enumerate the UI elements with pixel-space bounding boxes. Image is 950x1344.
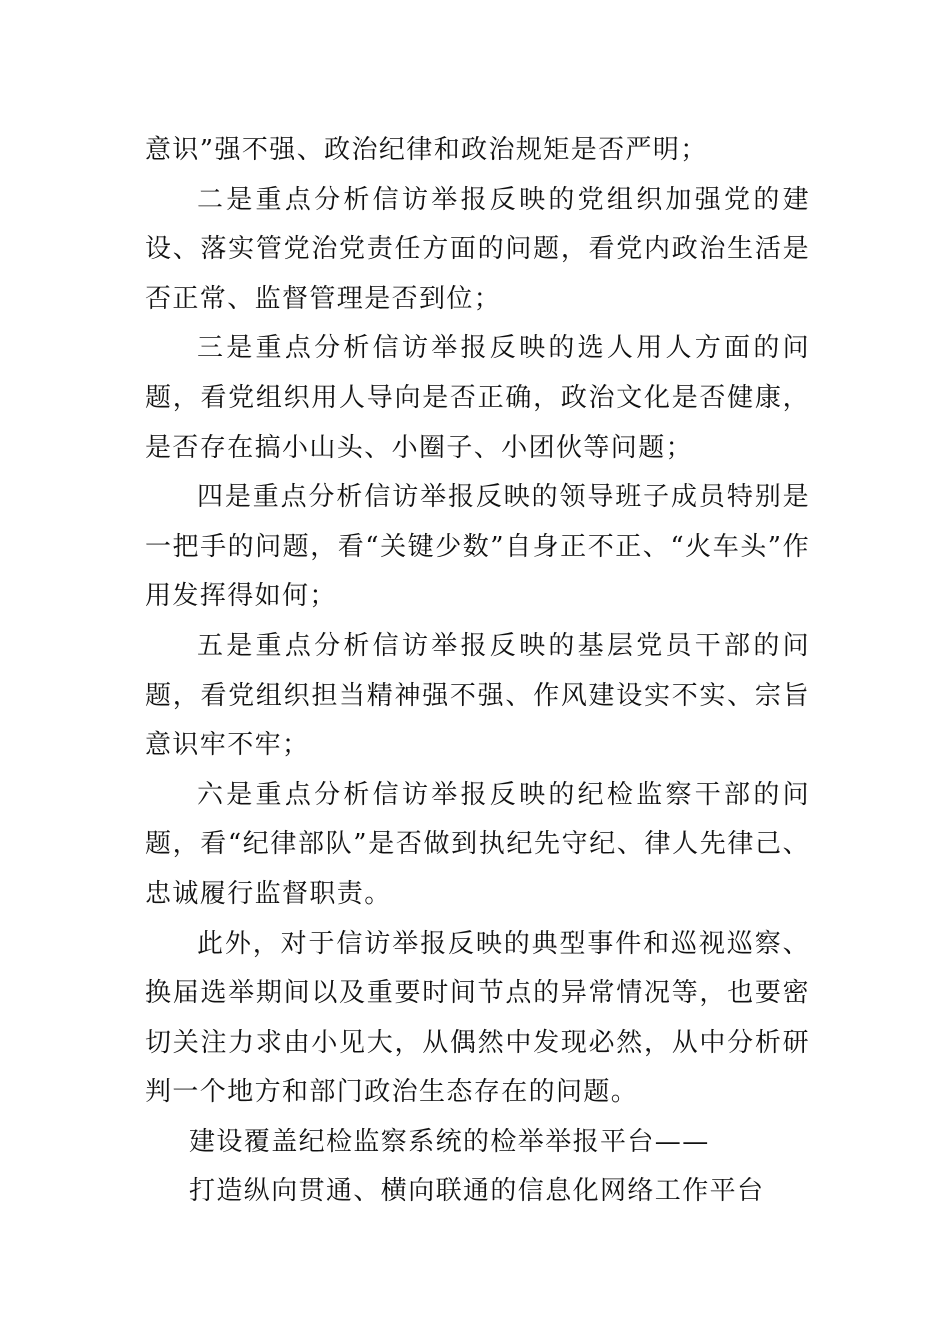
paragraph-point-five: 五是重点分析信访举报反映的基层党员干部的问题，看党组织担当精神强不强、作风建设实不实、宗旨意识牢不牢； <box>145 630 810 761</box>
section-heading-line-2: 打造纵向贯通、横向联通的信息化网络工作平台 <box>189 1176 765 1207</box>
paragraph-point-two: 二是重点分析信访举报反映的党组织加强党的建设、落实管党治党责任方面的问题，看党内政治生活是否正常、监督管理是否到位； <box>145 184 810 314</box>
paragraph-point-six: 六是重点分析信访举报反映的纪检监察干部的问题，看“纪律部队”是否做到执纪先守纪、律人先律己、忠诚履行监督职责。 <box>145 779 810 909</box>
paragraph-continuation: 意识”强不强、政治纪律和政治规矩是否严明； <box>145 135 708 165</box>
document-body <box>145 126 810 1217</box>
paragraph-additionally: 此外，对于信访举报反映的典型事件和巡视巡察、换届选举期间以及重要时间节点的异常情况等，也要密切关注力求由小见大，从偶然中发现必然，从中分析研判一个地方和部门政治生态存在的问题。 <box>145 928 810 1108</box>
paragraph-point-three: 三是重点分析信访举报反映的选人用人方面的问题，看党组织用人导向是否正确，政治文化是否健康，是否存在搞小山头、小圈子、小团伙等问题； <box>145 333 810 463</box>
paragraph-point-four: 四是重点分析信访举报反映的领导班子成员特别是一把手的问题，看“关键少数”自身正不正、“火车头”作用发挥得如何； <box>145 482 810 612</box>
section-heading-line-1: 建设覆盖纪检监察系统的检举举报平台—— <box>189 1126 710 1157</box>
